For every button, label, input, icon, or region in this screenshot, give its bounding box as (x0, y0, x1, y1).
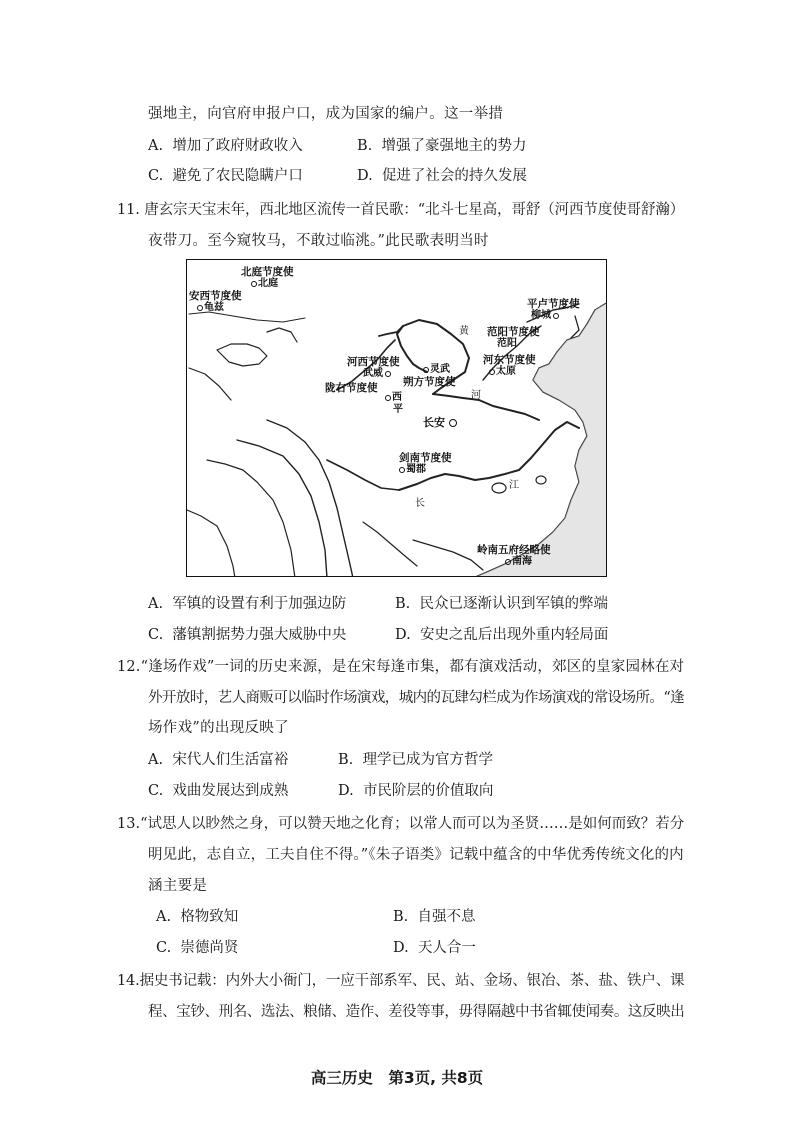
option-text: 增强了豪强地主的势力 (381, 138, 527, 154)
question-number: 14. (117, 973, 140, 989)
river-label-chang: 长 (415, 498, 425, 509)
city-marker-icon (251, 281, 257, 287)
option-text: 市民阶层的价值取向 (362, 783, 494, 799)
q12-stem-line2: 外开放时，艺人商贩可以临时作场演戏，城内的瓦肆勾栏成为作场演戏的常设场所。“逢 (148, 690, 685, 706)
option-label: A. (156, 909, 172, 925)
option-label: A. (148, 138, 164, 154)
option-label: A. (148, 596, 164, 612)
city-name: 蜀郡 (406, 464, 426, 475)
q14-stem-line1 (117, 969, 684, 990)
city-name: 龟兹 (204, 302, 224, 313)
city-name: 灵武 (430, 364, 450, 375)
city-name: 范阳 (497, 338, 517, 349)
q13-text-line1: “试思人以眇然之身，可以赞天地之化育；以常人而可以为圣贤……是如何而致？若分 (140, 816, 685, 832)
option-text: 民众已逐渐认识到军镇的弊端 (419, 596, 608, 612)
q12-option-b (338, 748, 493, 769)
anxi-label: 安西节度使 (189, 290, 242, 302)
xiping-city-2: 平 (393, 404, 403, 415)
option-text: 安史之乱后出现外重内轻局面 (419, 627, 609, 643)
capital-name: 长安 (423, 416, 445, 429)
q14-text-line1: 据史书记载：内外大小衙门，一应干部系军、民、站、金场、银冶、茶、盐、铁户、课 (139, 973, 685, 989)
fanyang-label: 范阳节度使 (487, 326, 540, 338)
option-label: B. (357, 138, 373, 154)
city-name: 太原 (496, 366, 516, 377)
option-text: 宋代人们生活富裕 (172, 752, 289, 768)
city-name: 北庭 (258, 278, 278, 289)
option-text: 天人合一 (417, 940, 476, 956)
city-marker-icon (423, 367, 429, 373)
fanyang-city (497, 338, 517, 350)
option-label: C. (148, 168, 164, 184)
longyou-label: 陇右节度使 (325, 382, 378, 394)
option-label: A. (148, 752, 164, 768)
option-text: 军镇的设置有利于加强边防 (172, 596, 347, 612)
hedong-label: 河东节度使 (483, 354, 536, 366)
q10-stem-continued: 强地主，向官府申报户口，成为国家的编户。这一举措 (148, 106, 504, 122)
jiannan-label: 剑南节度使 (399, 452, 452, 464)
option-label: B. (338, 752, 354, 768)
q10-option-c (148, 164, 303, 185)
option-text: 格物致知 (180, 909, 239, 925)
question-number: 13. (117, 816, 141, 832)
option-label: D. (338, 783, 354, 799)
city-name: 武威 (363, 368, 383, 379)
shuofang-label: 朔方节度使 (403, 376, 456, 388)
lingnan-label: 岭南五府经略使 (477, 544, 551, 556)
xiping-city (385, 392, 402, 404)
beiting-city (251, 278, 278, 290)
city-marker-icon (197, 305, 203, 311)
anxi-city (197, 302, 224, 314)
option-text: 避免了农民隐瞒户口 (172, 168, 303, 184)
option-text: 藩镇割据势力强大威胁中央 (172, 627, 347, 643)
city-marker-icon (553, 313, 559, 319)
city-name: 柳城 (531, 310, 551, 321)
lingnan-city (505, 556, 532, 568)
q10-option-a (148, 134, 303, 155)
hexi-label: 河西节度使 (347, 356, 400, 368)
option-text: 增加了政府财政收入 (172, 138, 303, 154)
q10-option-b (357, 134, 526, 155)
q12-stem-line1 (117, 655, 684, 676)
jiannan-city (399, 464, 426, 476)
q12-text-line1: “逢场作戏”一词的历史来源，是在宋每逢市集，都有演戏活动，郊区的皇家园林在对 (140, 659, 685, 675)
q13-option-d (393, 936, 476, 957)
q11-option-b (395, 592, 608, 613)
city-marker-icon (489, 369, 495, 375)
option-label: C. (156, 940, 172, 956)
river-label-he: 河 (471, 390, 481, 401)
city-marker-icon (385, 371, 391, 377)
q13-stem-line1 (117, 812, 684, 833)
q11-option-d (395, 623, 608, 644)
city-name: 南海 (512, 556, 532, 567)
q11-option-c (148, 623, 346, 644)
option-text: 理学已成为官方哲学 (362, 752, 493, 768)
q12-option-d (338, 779, 493, 800)
q11-option-a (148, 592, 346, 613)
option-label: B. (393, 909, 409, 925)
question-number: 12. (117, 659, 141, 675)
q10-option-d (357, 164, 527, 185)
tang-military-governors-map (186, 259, 607, 577)
option-text: 崇德尚贤 (180, 940, 239, 956)
q12-stem-line3: 场作戏”的出现反映了 (148, 720, 289, 736)
q13-stem-line2: 明见此，志自立，工夫自住不得。”《朱子语类》记载中蕴含的中华优秀传统文化的内 (148, 847, 684, 863)
q13-option-a (156, 905, 238, 926)
lingwu-city (423, 364, 450, 376)
city-marker-icon (505, 559, 511, 565)
q13-stem-line3: 涵主要是 (148, 878, 208, 894)
city-marker-icon (385, 395, 391, 401)
pinglu-city (531, 310, 560, 322)
hedong-city (489, 366, 516, 378)
option-label: D. (357, 168, 373, 184)
option-label: C. (148, 627, 164, 643)
option-label: B. (395, 596, 411, 612)
changan-label (423, 417, 458, 429)
capital-marker-icon (449, 419, 457, 427)
option-label: D. (395, 627, 411, 643)
q14-stem-line2: 程、宝钞、刑名、选法、粮储、造作、差役等事，毋得隔越中书省辄使闻奏。这反映出 (148, 1004, 685, 1020)
city-name: 西 (392, 392, 402, 403)
q13-option-b (393, 905, 475, 926)
option-text: 戏曲发展达到成熟 (172, 783, 289, 799)
option-label: D. (393, 940, 409, 956)
option-text: 自强不息 (417, 909, 476, 925)
q11-text-line1: 唐玄宗天宝末年，西北地区流传一首民歌：“北斗七星高，哥舒（河西节度使哥舒瀚） (144, 202, 685, 218)
page-footer: 高三历史 第3页, 共8页 (310, 1069, 484, 1087)
river-label-huang: 黄 (459, 326, 469, 337)
city-marker-icon (399, 467, 405, 473)
q13-option-c (156, 936, 238, 957)
q12-option-a (148, 748, 288, 769)
q11-stem-line2: 夜带刀。至今窥牧马，不敢过临洮。”此民歌表明当时 (148, 233, 489, 249)
river-label-jiang: 江 (509, 480, 519, 491)
option-text: 促进了社会的持久发展 (381, 168, 527, 184)
hexi-city (363, 368, 392, 380)
question-number: 11. (117, 202, 140, 218)
option-label: C. (148, 783, 164, 799)
beiting-label: 北庭节度使 (241, 266, 294, 278)
q11-stem-line1 (117, 198, 684, 219)
q12-option-c (148, 779, 288, 800)
pinglu-label: 平卢节度使 (527, 298, 580, 310)
